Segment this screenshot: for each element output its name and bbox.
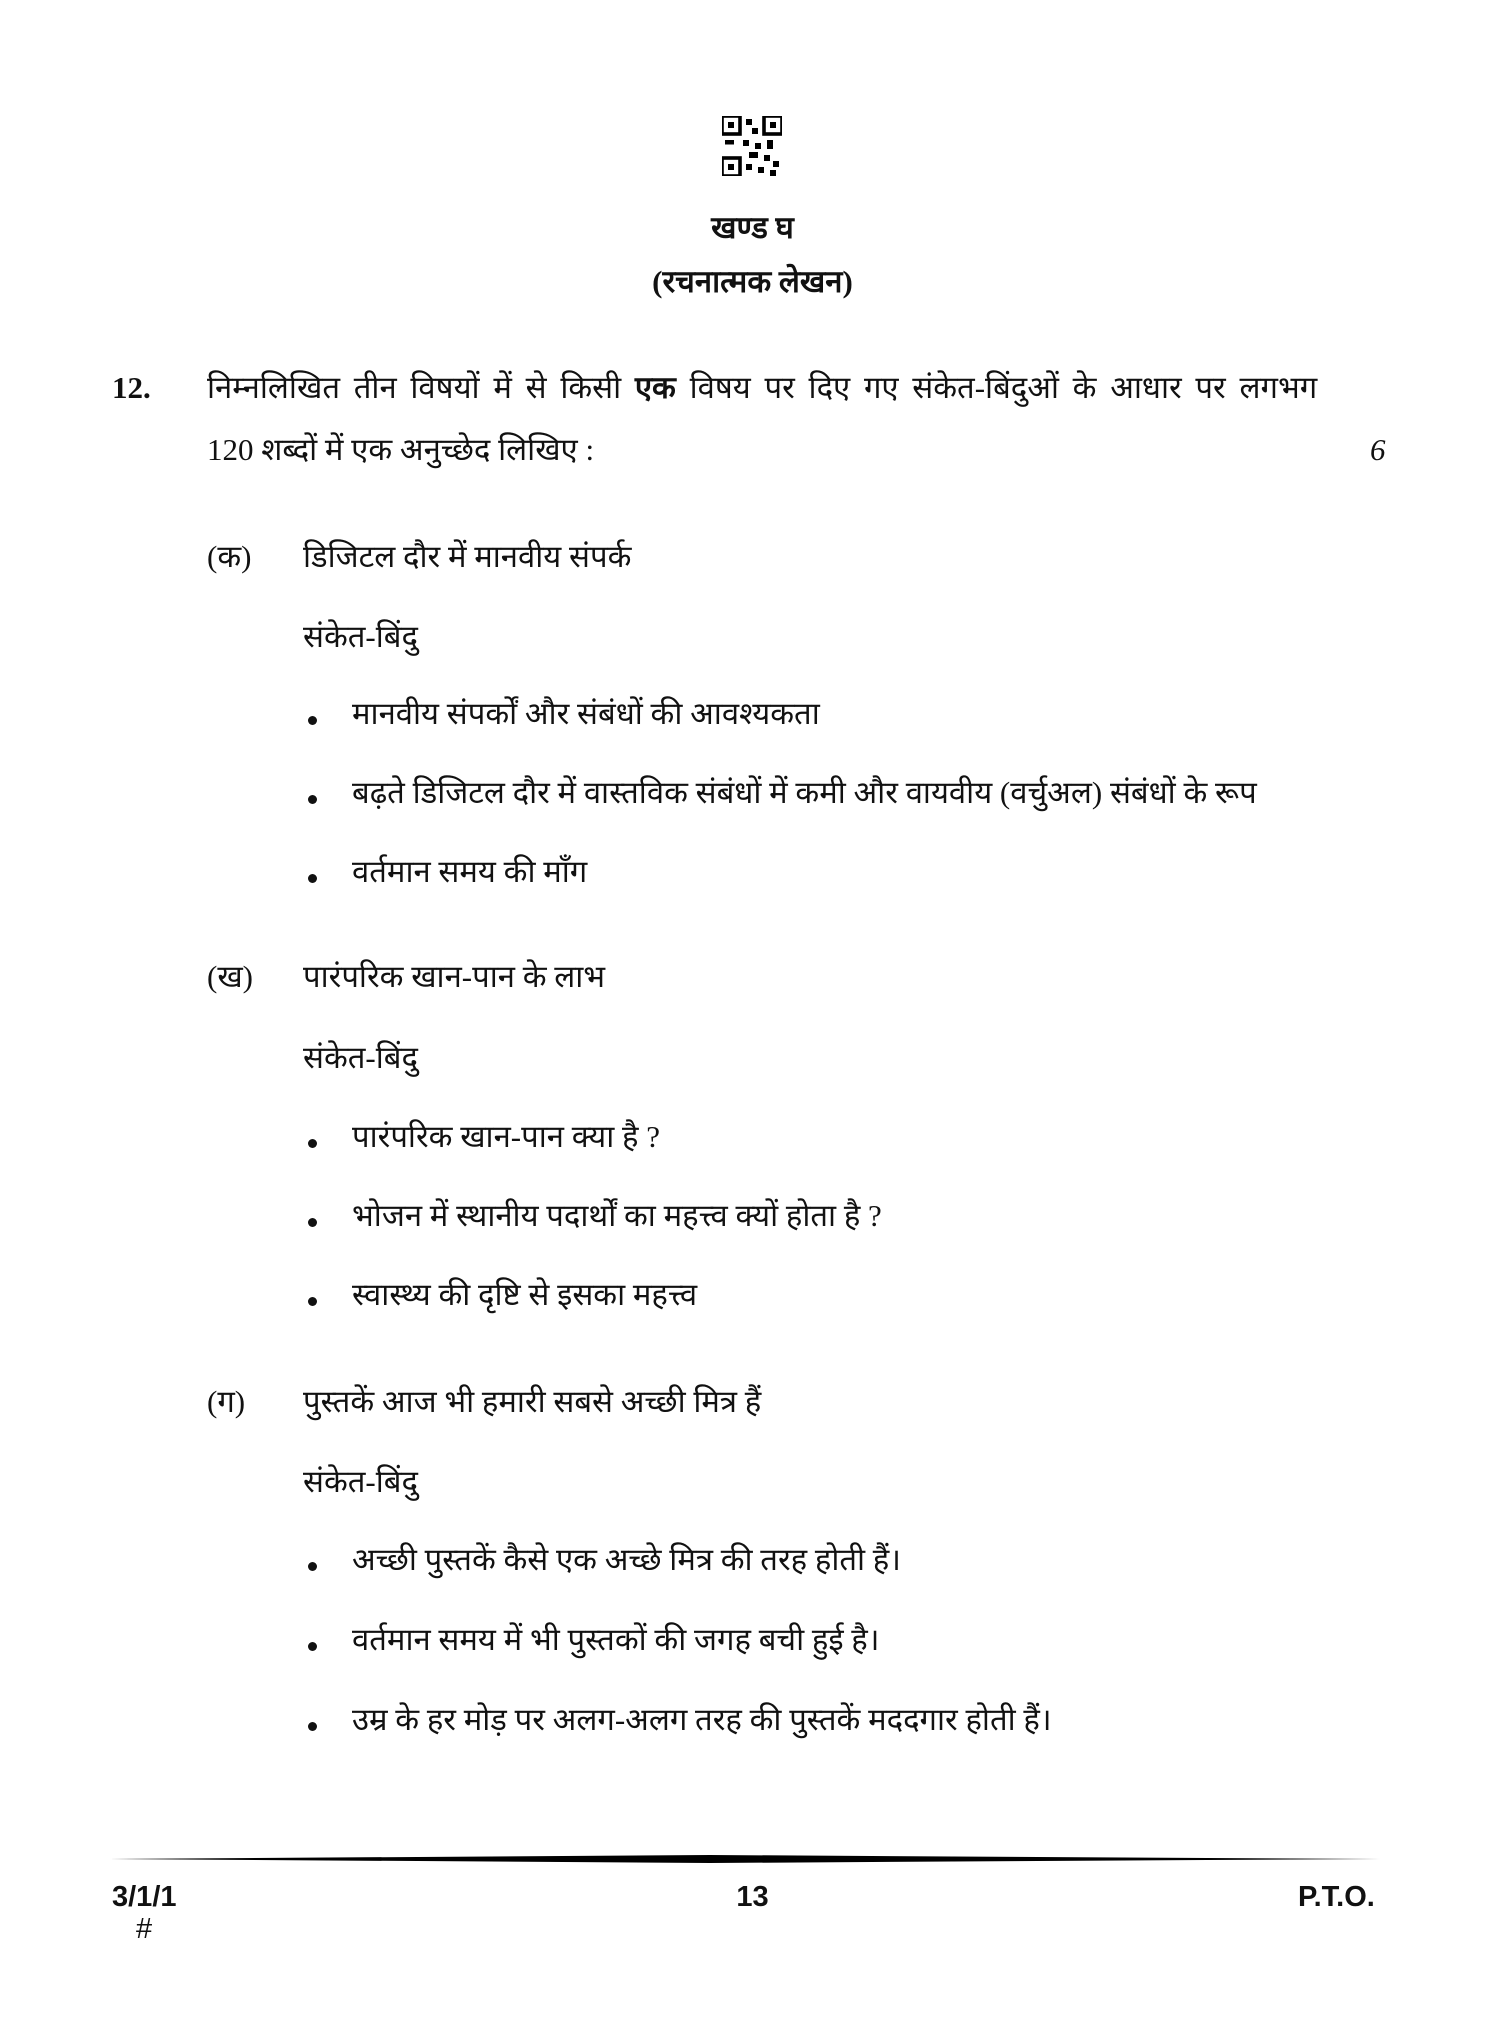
- pto-label: P.T.O.: [1298, 1881, 1375, 1913]
- bullet-icon: [308, 1722, 317, 1731]
- qr-code: [722, 116, 782, 176]
- option-label: (ख): [207, 959, 254, 994]
- hint-point: मानवीय संपर्कों और संबंधों की आवश्यकता: [352, 696, 820, 731]
- section-heading: खण्ड घ: [711, 210, 794, 245]
- bullet-icon: [308, 1642, 317, 1651]
- bullet-icon: [308, 716, 317, 725]
- hint-point: वर्तमान समय की माँग: [352, 854, 588, 889]
- question-text-rest: विषय पर दिए गए संकेत-बिंदुओं के आधार पर लगभग: [689, 370, 1318, 405]
- bullet-icon: [308, 1562, 317, 1571]
- option-title: डिजिटल दौर में मानवीय संपर्क: [303, 539, 632, 574]
- hint-point: वर्तमान समय में भी पुस्तकों की जगह बची हुई है।: [352, 1622, 880, 1657]
- hint-point: भोजन में स्थानीय पदार्थों का महत्त्व क्यों होता है ?: [352, 1198, 882, 1233]
- question-line-2: 120 शब्दों में एक अनुच्छेद लिखिए :: [207, 432, 595, 467]
- bullet-icon: [308, 1139, 317, 1148]
- section-subtitle: (रचनात्मक लेखन): [652, 264, 853, 299]
- question-line-1: [207, 368, 1317, 408]
- page-number: 13: [736, 1881, 769, 1913]
- hash-mark: #: [136, 1913, 153, 1945]
- option-label: (क): [207, 539, 252, 574]
- hint-point: बढ़ते डिजिटल दौर में वास्तविक संबंधों में कमी और वायवीय (वर्चुअल) संबंधों के रूप: [352, 775, 1257, 810]
- option-title: पुस्तकें आज भी हमारी सबसे अच्छी मित्र हैं: [303, 1384, 762, 1419]
- hint-point: उम्र के हर मोड़ पर अलग-अलग तरह की पुस्तकें मददगार होती हैं।: [352, 1702, 1052, 1737]
- hint-point: स्वास्थ्य की दृष्टि से इसका महत्त्व: [352, 1277, 698, 1312]
- question-text: निम्नलिखित तीन विषयों में से किसी: [207, 370, 622, 405]
- hint-point: पारंपरिक खान-पान क्या है ?: [352, 1119, 661, 1154]
- option-title: पारंपरिक खान-पान के लाभ: [303, 959, 606, 994]
- hint-label: संकेत-बिंदु: [303, 619, 418, 654]
- hint-label: संकेत-बिंदु: [303, 1464, 418, 1499]
- option-label: (ग): [207, 1384, 246, 1419]
- hint-label: संकेत-बिंदु: [303, 1040, 418, 1075]
- question-bold-word: एक: [634, 370, 676, 405]
- paper-code: 3/1/1: [112, 1881, 177, 1913]
- bullet-icon: [308, 1297, 317, 1306]
- bullet-icon: [308, 874, 317, 883]
- hint-point: अच्छी पुस्तकें कैसे एक अच्छे मित्र की तरह होती हैं।: [352, 1542, 902, 1577]
- question-number: 12.: [112, 370, 151, 405]
- question-marks: 6: [1370, 432, 1386, 467]
- bullet-icon: [308, 1218, 317, 1227]
- footer-divider: [110, 1855, 1380, 1863]
- bullet-icon: [308, 795, 317, 804]
